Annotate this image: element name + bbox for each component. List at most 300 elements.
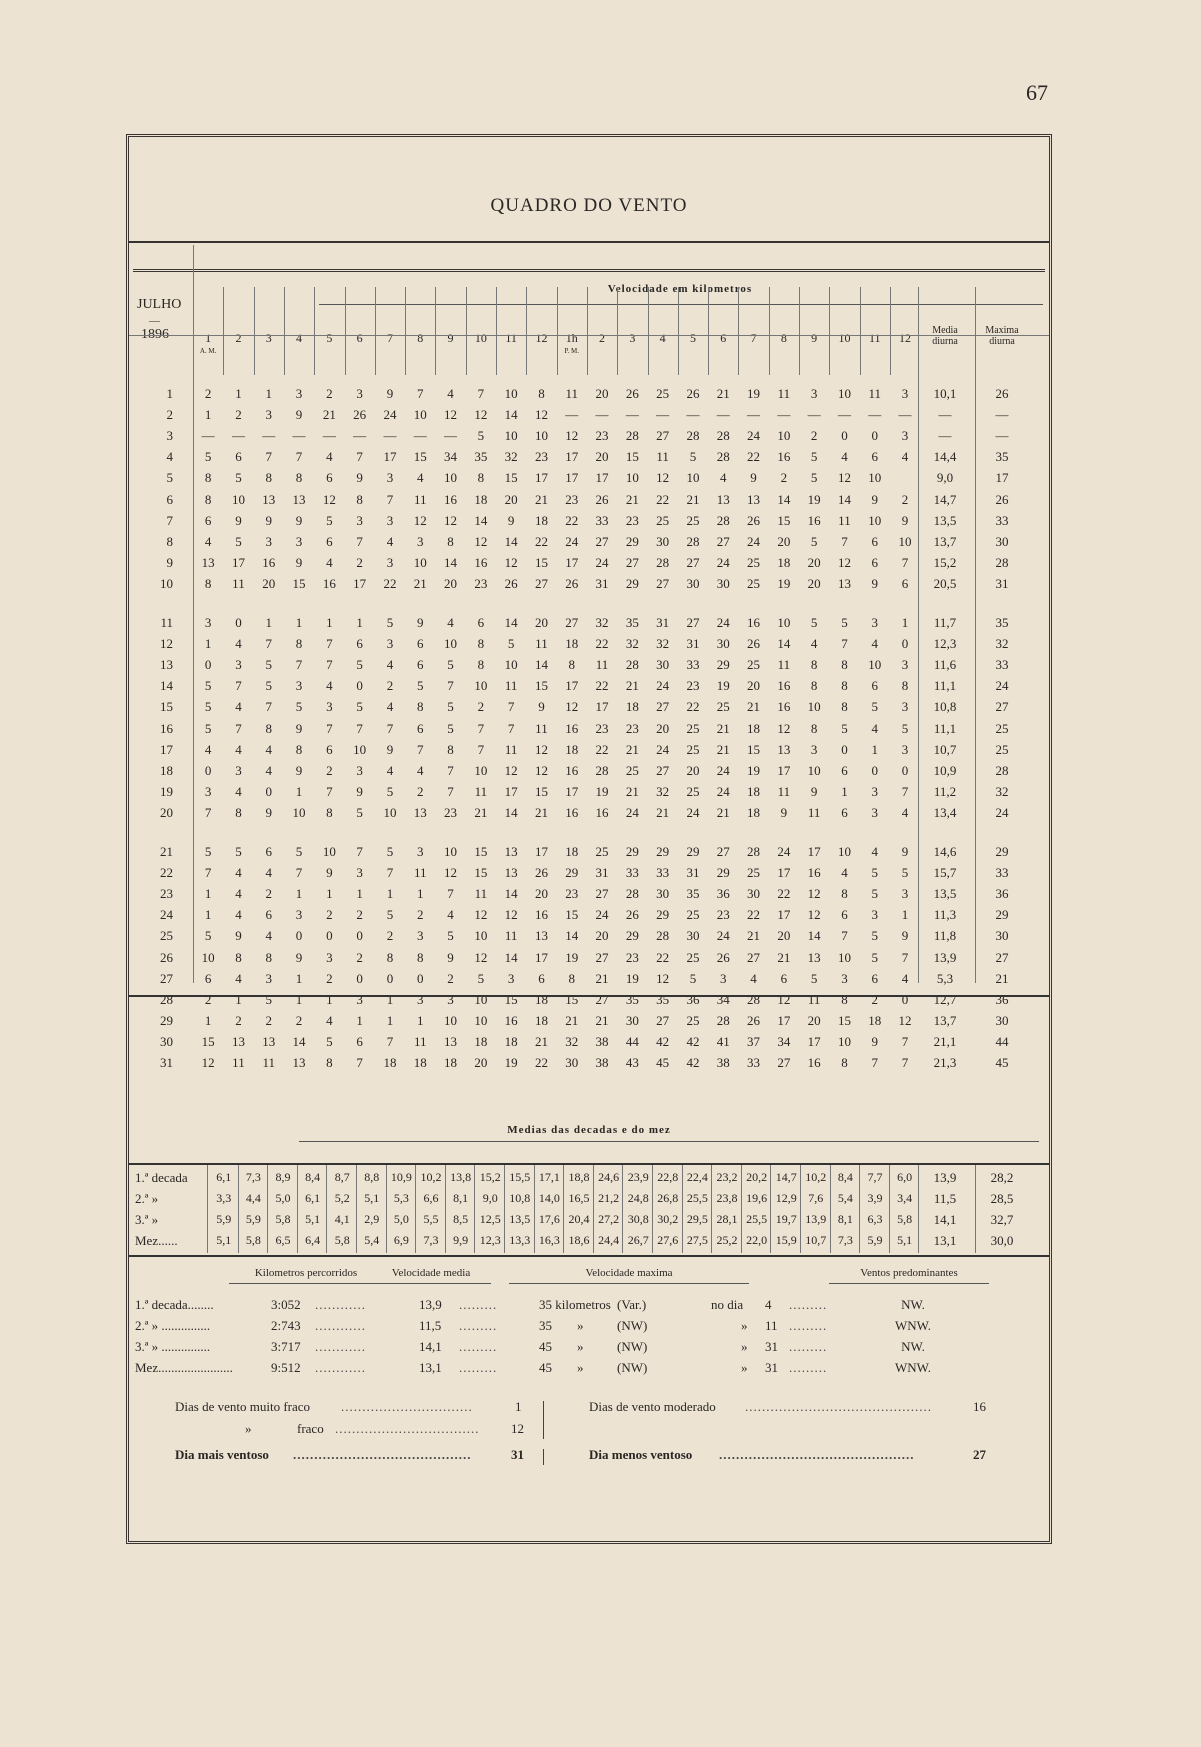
hour-value: 28 [716,428,730,444]
hour-value: 5 [204,720,212,736]
hour-value: 35 [625,991,639,1007]
hour-value: 12 [474,949,488,965]
dot-leader: ............ [315,1318,366,1333]
decade-hour-mean: 18,6 [568,1233,590,1247]
hour-value: — [413,428,427,444]
max-velocity: 45 [539,1339,552,1354]
daily-mean: 11,2 [933,783,957,799]
hour-value: 7 [265,699,272,715]
hour-value: 3 [871,907,878,923]
column-rule [238,1165,239,1253]
hour-value: 0 [326,928,333,944]
decade-hour-mean: 6,3 [867,1212,883,1226]
decade-hour-mean: 27,6 [657,1233,679,1247]
hour-value: 3 [810,386,818,401]
hour-value: 18 [868,1012,882,1028]
hour-value: 3 [326,949,333,965]
hour-value: 9 [780,804,788,820]
decade-hour-mean: 5,9 [867,1233,883,1247]
hour-value: 8 [841,657,848,673]
daily-max: 29 [995,907,1009,923]
hour-value: 16 [565,762,579,778]
hour-value: 28 [625,886,639,902]
column-rule [711,1165,712,1253]
hour-value: 25 [686,783,700,799]
hour-value: 4 [265,762,272,778]
hour-value: 10 [413,554,427,570]
km-value: 3:717 [271,1339,301,1354]
decade-hour-mean: 5,2 [334,1191,350,1205]
hour-value: 3 [901,741,909,757]
hour-value: 14 [292,1033,306,1049]
hour-value: 12 [534,762,548,778]
hour-value: 1 [326,615,333,630]
hour-value: 4 [841,449,848,465]
max-header-label: Maxima diurna [985,325,1019,347]
hour-value: 7 [326,636,333,652]
hour-value: 6 [326,741,333,757]
daily-mean: 12,3 [933,636,957,652]
hour-value: 20 [777,533,791,549]
hour-value: 2 [356,907,363,923]
hour-value: 24 [625,804,639,820]
dot-leader: ......... [459,1339,498,1354]
summary-row [129,1339,1049,1361]
table-row [129,575,1049,596]
hour-value: 5 [326,1033,333,1049]
decade-hour-mean: 2,9 [364,1212,380,1226]
column-rule [466,287,467,375]
column-rule [859,1165,860,1253]
decade-mean: 13,1 [933,1233,957,1248]
hour-value: 33 [625,865,639,881]
hour-header-row [129,317,1049,373]
hour-value: 12 [504,907,518,923]
hour-value: 8 [204,575,212,591]
hour-value: 14 [777,491,791,507]
daily-max: 36 [995,886,1009,902]
hour-value: 28 [747,991,761,1007]
decade-mean: 13,9 [933,1170,957,1185]
hour-value: 7 [265,449,272,465]
hour-value: 4 [901,449,909,465]
hour-value: 4 [235,907,242,923]
hour-value: 19 [716,678,730,694]
hour-value: 10 [625,470,639,486]
hour-value: 3 [901,386,909,401]
hour-value: 28 [686,533,700,549]
day-number: 9 [166,554,173,570]
hour-label: 9 [447,331,454,345]
decade-mean: 11,5 [933,1191,957,1206]
hour-value: 5 [204,678,212,694]
dot-leader: .............................................. [719,1447,915,1462]
hour-value: 26 [504,575,518,591]
decade-hour-mean: 9,0 [482,1191,498,1205]
hour-value: 15 [534,678,548,694]
hour-value: 4 [235,636,242,652]
hour-value: 16 [504,1012,518,1028]
decade-max: 28,5 [990,1191,1014,1206]
column-rule [557,287,558,375]
hour-value: — [747,407,761,423]
hour-value: 3 [386,470,394,486]
hour-value: 0 [356,678,363,694]
hour-value: 8 [326,804,333,820]
hour-value: 8 [265,470,272,486]
decade-hour-mean: 10,7 [805,1233,827,1247]
day-number: 25 [160,928,173,944]
hour-value: 30 [656,657,670,673]
hour-value: 3 [901,699,909,715]
hour-value: 10 [444,844,458,859]
hour-value: 27 [656,699,670,715]
decade-hour-mean: 20,4 [568,1212,590,1226]
hour-value: 6 [841,804,848,820]
hour-value: 24 [747,533,761,549]
hour-value: 5 [235,470,242,486]
hour-value: 2 [265,1012,272,1028]
hour-value: 13 [837,575,851,591]
hour-value: — [777,407,791,423]
decade-hour-mean: 8,8 [364,1170,380,1184]
hour-value: 6 [356,636,363,652]
hour-value: 18 [747,783,761,799]
hour-value: 12 [656,470,670,486]
day-number: 28 [160,991,173,1007]
day-label: no dia [711,1297,744,1312]
hour-value: 7 [901,554,909,570]
hour-value: 33 [747,1055,761,1070]
hour-value: 9 [295,720,303,736]
hour-value: 24 [716,762,730,778]
summary-header-max-rule [509,1283,749,1284]
hour-value: 35 [474,449,488,465]
day-number: 1 [166,386,173,401]
hour-value: 25 [747,575,761,591]
hour-value: 8 [841,678,848,694]
moderate-label: Dias de vento moderado [589,1399,716,1414]
hour-value: 24 [716,554,730,570]
hour-value: 3 [295,907,303,923]
table-row [129,677,1049,698]
table-row [129,554,1049,575]
hour-value: 3 [416,928,424,944]
hour-value: 13 [534,928,548,944]
hour-value: 21 [716,741,730,757]
hour-value: 16 [534,907,548,923]
hour-value: 7 [295,865,303,881]
hour-value: 4 [901,804,909,820]
table-row [129,720,1049,741]
hour-value: 5 [901,720,909,736]
column-rule [474,1165,475,1253]
hour-value: 2 [810,428,818,444]
hour-value: 0 [901,762,909,778]
hour-value: 7 [386,491,394,507]
hour-value: 8 [447,533,454,549]
hour-value: 25 [595,844,609,859]
decade-hour-mean: 22,0 [746,1233,768,1247]
hour-value: 22 [747,449,761,465]
decade-hour-mean: 10,8 [509,1191,531,1205]
hour-value: 17 [534,470,548,486]
hour-value: 4 [901,970,909,986]
hour-value: 5 [810,470,818,486]
hour-value: 5 [416,678,424,694]
hour-value: 3 [416,991,424,1007]
hour-value: 3 [295,386,303,401]
hour-value: 9 [295,554,303,570]
column-rule [496,287,497,375]
daily-mean: 10,8 [933,699,957,715]
hour-value: 21 [565,1012,579,1028]
hour-value: 13 [504,844,518,859]
decade-hour-mean: 5,8 [334,1233,350,1247]
hour-header-cell [466,317,496,373]
hour-value: 23 [565,886,579,902]
hour-value: 3 [447,991,454,1007]
hour-value: 8 [416,949,424,965]
hour-value: 10 [807,699,821,715]
hour-value: 17 [777,1012,791,1028]
mean-header-label: Media diurna [932,325,958,347]
decade-hour-mean: 12,9 [775,1191,797,1205]
hour-value: 10 [686,470,700,486]
header-rule [129,241,1049,243]
summary-header-wind: Ventos predominantes [860,1267,958,1279]
hour-value: 4 [416,762,424,778]
hour-value: 24 [383,407,397,423]
hour-value: 9 [295,949,303,965]
hour-value: 21 [747,699,761,715]
hour-value: 45 [656,1055,670,1070]
hour-value: 17 [534,949,548,965]
hour-value: 8 [810,657,818,673]
table-row [129,864,1049,885]
hour-value: 20 [777,928,791,944]
hour-value: 20 [262,575,276,591]
hour-value: 3 [204,783,212,799]
hour-value: 21 [656,804,670,820]
dot-leader: ............ [315,1360,366,1375]
hour-value: 11 [807,991,821,1007]
hour-value: 14 [504,949,518,965]
hour-value: 12 [474,533,488,549]
hour-value: 32 [656,783,670,799]
hour-value: 10 [444,1012,458,1028]
hour-value: 8 [901,678,909,694]
hour-value: 3 [901,657,909,673]
hour-value: 10 [474,678,488,694]
hour-value: 4 [719,470,727,486]
hour-value: 8 [416,699,424,715]
hour-value: 10 [322,844,336,859]
hour-value: 13 [807,949,821,965]
hour-value: 11 [504,928,518,944]
hour-header-cell [829,317,859,373]
hour-value: 18 [474,1033,488,1049]
hour-value: — [625,407,639,423]
hour-value: 33 [595,512,609,528]
summary-row [129,1318,1049,1340]
hour-value: 23 [716,907,730,923]
hour-value: 12 [534,407,548,423]
column-rule [593,1165,594,1253]
ditto-mark: » [577,1318,584,1333]
decade-hour-mean: 23,8 [716,1191,738,1205]
column-rule [829,287,830,375]
hour-value: 12 [807,886,821,902]
hour-value: 13 [201,554,215,570]
hour-value: 36 [716,886,730,902]
hour-value: 2 [235,407,242,423]
hour-value: 1 [295,886,303,902]
hour-value: 27 [716,533,730,549]
daily-mean: 14,7 [933,491,957,507]
hour-value: 22 [656,949,670,965]
hour-value: 17 [777,907,791,923]
hour-value: 26 [625,386,639,401]
hour-value: 10 [868,657,882,673]
hour-value: 11 [777,783,791,799]
hour-value: 24 [716,615,730,630]
hour-value: 1 [416,1012,424,1028]
decade-hour-mean: 8,1 [837,1212,853,1226]
day-number: 13 [160,657,173,673]
hour-value: 7 [356,844,363,859]
decade-label: 3.ª » [135,1212,159,1227]
decade-hour-mean: 13,8 [450,1170,472,1184]
hour-value: 9 [538,699,545,715]
hour-value: 6 [871,449,878,465]
pm-label: P. M. [564,347,580,355]
daily-max: 26 [995,491,1009,507]
wind-direction: (NW) [617,1318,648,1333]
calmest-label: Dia menos ventoso [589,1447,693,1462]
hour-value: 20 [534,886,548,902]
hour-value: 13 [231,1033,245,1049]
hour-value: 4 [386,657,394,673]
hour-value: 23 [686,678,700,694]
wind-direction: (Var.) [617,1297,647,1312]
hour-value: 30 [656,886,670,902]
hour-value: 12 [444,865,458,881]
dot-leader: ............ [315,1297,366,1312]
daily-max: 32 [995,636,1009,652]
hour-value: — [565,407,579,423]
decade-hour-mean: 15,5 [509,1170,531,1184]
decade-hour-mean: 6,5 [275,1233,291,1247]
hour-value: 30 [565,1055,579,1070]
hour-value: — [201,428,215,444]
decade-hour-mean: 5,8 [275,1212,291,1226]
day-number: 12 [160,636,173,652]
table-row [129,427,1049,448]
hour-value: 12 [837,554,851,570]
hour-value: 17 [807,1033,821,1049]
daily-max: 27 [995,699,1009,715]
daily-max: 44 [995,1033,1009,1049]
hour-value: 9 [750,470,757,486]
daily-max: 31 [995,575,1009,591]
hour-value: 7 [901,783,909,799]
hour-header-cell [526,317,556,373]
hour-value: 3 [265,407,272,423]
hour-value: 8 [295,636,303,652]
hour-label: 8 [780,331,787,345]
hour-value: 23 [625,949,639,965]
hour-header-cell [617,317,647,373]
decade-hour-mean: 25,5 [686,1191,708,1205]
hour-value: 27 [747,949,761,965]
hour-value: 14 [534,657,548,673]
hour-header-cell [738,317,768,373]
decade-hour-mean: 5,4 [837,1191,853,1205]
column-rule [889,1165,890,1253]
column-rule [435,287,436,375]
hour-value: 16 [565,720,579,736]
day-number: 22 [160,865,173,881]
hour-value: 0 [386,970,394,986]
hour-value: 23 [474,575,488,591]
column-rule [975,1165,976,1253]
hour-value: 12 [565,428,579,444]
hour-value: 9 [416,615,424,630]
hour-value: 16 [747,615,761,630]
hour-value: 10 [837,1033,851,1049]
hour-value: 0 [356,928,363,944]
hour-value: 16 [595,804,609,820]
decade-hour-mean: 8,7 [334,1170,350,1184]
decade-hour-mean: 16,3 [538,1233,560,1247]
hour-value: 4 [326,554,333,570]
hour-value: 7 [416,386,424,401]
hour-value: 21 [777,949,791,965]
decade-hour-mean: 6,6 [423,1191,439,1205]
column-rule [386,1165,387,1253]
hour-value: 4 [265,741,272,757]
hour-value: 3 [901,428,909,444]
hour-value: 42 [686,1055,700,1070]
hour-value: 15 [201,1033,215,1049]
hour-value: 26 [747,512,761,528]
day-number: 24 [160,907,173,923]
daily-max: 32 [995,783,1009,799]
daily-max: 27 [995,949,1009,965]
hour-value: 30 [686,928,700,944]
hour-value: 9 [507,512,515,528]
hour-value: 14 [474,512,488,528]
daily-mean: 11,1 [933,678,957,694]
hour-value: 10 [777,428,791,444]
hour-value: 28 [656,928,670,944]
table-row [129,698,1049,719]
hour-value: 6 [326,470,333,486]
summary-header-max: Velocidade maxima [585,1267,673,1279]
hour-value: 11 [413,865,427,881]
hour-value: 10 [444,470,458,486]
hour-value: 22 [565,512,579,528]
hour-value: 8 [538,386,545,401]
month-underline: — [149,315,160,327]
hour-value: 4 [235,783,242,799]
hour-value: 12 [534,741,548,757]
hour-value: 3 [235,657,242,673]
decade-hour-mean: 14,7 [775,1170,797,1184]
hour-value: 10 [868,512,882,528]
column-rule [526,287,527,375]
